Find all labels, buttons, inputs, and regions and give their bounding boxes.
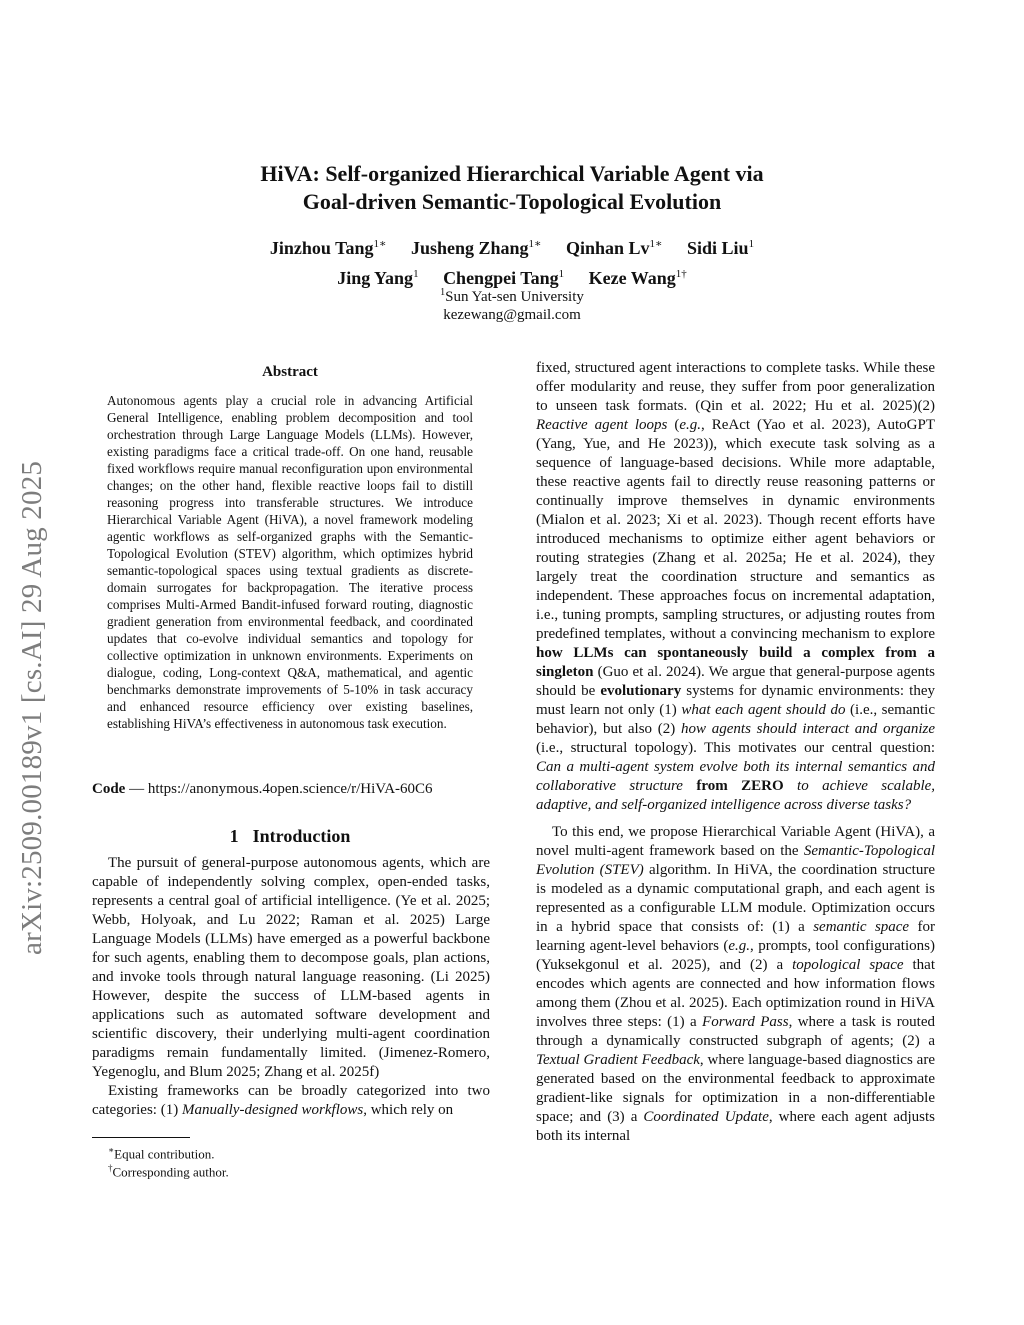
- email[interactable]: kezewang@gmail.com: [443, 307, 581, 323]
- affiliation-block: [0, 284, 1024, 324]
- author: Jing Yang$^1$: [337, 268, 419, 288]
- title-line-1: HiVA: Self-organized Hierarchical Variable Agent via: [260, 161, 764, 186]
- section-heading: [92, 826, 488, 847]
- right-column: [536, 359, 935, 1146]
- author: Jusheng Zhang$^{1∗}$: [410, 238, 542, 258]
- code-link[interactable]: https://anonymous.4open.science/r/HiVA-60C6: [147, 781, 433, 797]
- affiliation: $^1$Sun Yat-sen University: [440, 287, 584, 305]
- footnote: †Corresponding author.: [108, 1163, 229, 1180]
- abstract-heading: Abstract: [262, 364, 318, 380]
- paragraph: The pursuit of general-purpose autonomous agents, which are capable of independently solving complex, open-ended tasks, represents a central goal of artificial intelligence. (Ye et al. 2025; Webb, Holyoak, and Lu 2022; Raman et al. 2025) Large Language Models (LLMs) have emerged as a powerful backbone for such agents, enabling them to decompose goals, plan actions, and invoke tools through natural language reasoning. (Li 2025) However, despite the success of LLM-based agents in applications such as automated software development and scientific discovery, their underlying multi-agent coordination paradigms remain fundamentally limited. (Jimenez-Romero, Yegenoglu, and Blum 2025; Zhang et al. 2025f): [92, 855, 490, 1080]
- section-title: Introduction: [252, 826, 351, 846]
- author: Chengpei Tang$^1$: [443, 268, 565, 288]
- author: Keze Wang$^{1\dagger}$: [588, 268, 687, 288]
- author: Qinhan $Lv^{1∗}$: [566, 238, 663, 258]
- abstract-text: Autonomous agents play a crucial role in advancing Artificial General Intelligence, enabling problem decomposition and tool orchestration through Large Language Models (LLMs). However, existing paradigms face a critical trade-off. On one hand, reusable fixed workflows require manual reconfiguration upon environmental changes; on the other hand, flexible reactive loops fail to distill reasoning progress into transferable structures. We introduce Hierarchical Variable Agent (HiVA), a novel framework modeling agentic workflows as self-organized graphs with the Semantic-Topological Evolution (STEV) algorithm, which optimizes hybrid semantic-topological spaces using textual gradients as discrete-domain surrogates for backpropagation. The iterative process comprises Multi-Armed Bandit-infused forward routing, diagnostic gradient generation from environmental feedback, and coordinated updates that co-evolve individual semantics and topology for collective optimization in unknown environments. Experiments on dialogue, coding, Long-context Q&A, mathematical, and agentic benchmarks demonstrate improvements of 5-10% in task accuracy and enhanced resource efficiency over existing baselines, establishing HiVA’s effectiveness in autonomous task execution.: [107, 393, 473, 731]
- title-line-2: Goal-driven Semantic-Topological Evolution: [302, 189, 722, 214]
- footnote-rule: [92, 1137, 190, 1138]
- footnote: ∗Equal contribution.: [108, 1145, 215, 1162]
- author-row-1: [0, 231, 1024, 261]
- code-line: Code — https://anonymous.4open.science/r/HiVA-60C6: [92, 781, 433, 797]
- paper-title: [0, 160, 1024, 216]
- left-column: [92, 854, 490, 1120]
- arxiv-stamp: arXiv:2509.00189v1 [cs.AI] 29 Aug 2025: [16, 460, 48, 955]
- author-list: [0, 231, 1024, 291]
- paragraph: Existing frameworks can be broadly categorized into two categories: (1) Manually-designed workflows, which rely on: [92, 1083, 490, 1118]
- author: Sidi Liu$^1$: [687, 238, 755, 258]
- author: Jinzhou Tang$^{1∗}$: [269, 238, 387, 258]
- paragraph: To this end, we propose Hierarchical Variable Agent (HiVA), a novel multi-agent framework based on the Semantic-Topological Evolution (STEV) algorithm. In HiVA, the coordination structure is modeled as a dynamic computational graph, and each agent is represented as a configurable LLM module. Optimization occurs in a hybrid space that consists of: (1) a semantic space for learning agent-level behaviors (e.g., prompts, tool configurations) (Yuksekgonul et al. 2025), and (2) a topological space that encodes which agents are connected and how information flows among them (Zhou et al. 2025). Each optimization round in HiVA involves three steps: (1) a Forward Pass, where a task is routed through a dynamically constructed subgraph of agents; (2) a Textual Gradient Feedback, where language-based diagnostics are generated based on the environmental feedback to approximate gradient-like signals for optimization in a non-differentiable space; and (3) a Coordinated Update, where each agent adjusts both its internal: [536, 824, 936, 1144]
- section-number: 1: [229, 826, 239, 846]
- paragraph: fixed, structured agent interactions to complete tasks. While these offer modularity and reuse, they suffer from poor generalization to unseen task formats. (Qin et al. 2022; Hu et al. 2025)(2) Reactive agent loops (e.g., ReAct (Yao et al. 2023), AutoGPT (Yang, Yue, and He 2023)), which execute task solving as a sequence of language-based decisions. While more adaptable, these reactive agents fail to directly reuse reasoning patterns or continually improve themselves in dynamic environments (Mialon et al. 2023; Xi et al. 2023). Though recent efforts have introduced mechanisms to optimize either agent behaviors or routing strategies (Zhang et al. 2025a; He et al. 2024), they largely treat the coordination structure and semantics as independent. These approaches focus on incremental adaptation, i.e., tuning prompts, sampling structures, or adjusting routes from predefined templates, without a convincing mechanism to explore how LLMs can spontaneously build a complex from a singleton (Guo et al. 2024). We argue that general-purpose agents should be evolutionary systems for dynamic environments: they must learn not only (1) what each agent should do (i.e., semantic behavior), but also (2) how agents should interact and organize (i.e., structural topology). This motivates our central question: Can a multi-agent system evolve both its internal semantics and collaborative structure from ZERO to achieve scalable, adaptive, and self-organized intelligence across diverse tasks?: [536, 360, 936, 813]
